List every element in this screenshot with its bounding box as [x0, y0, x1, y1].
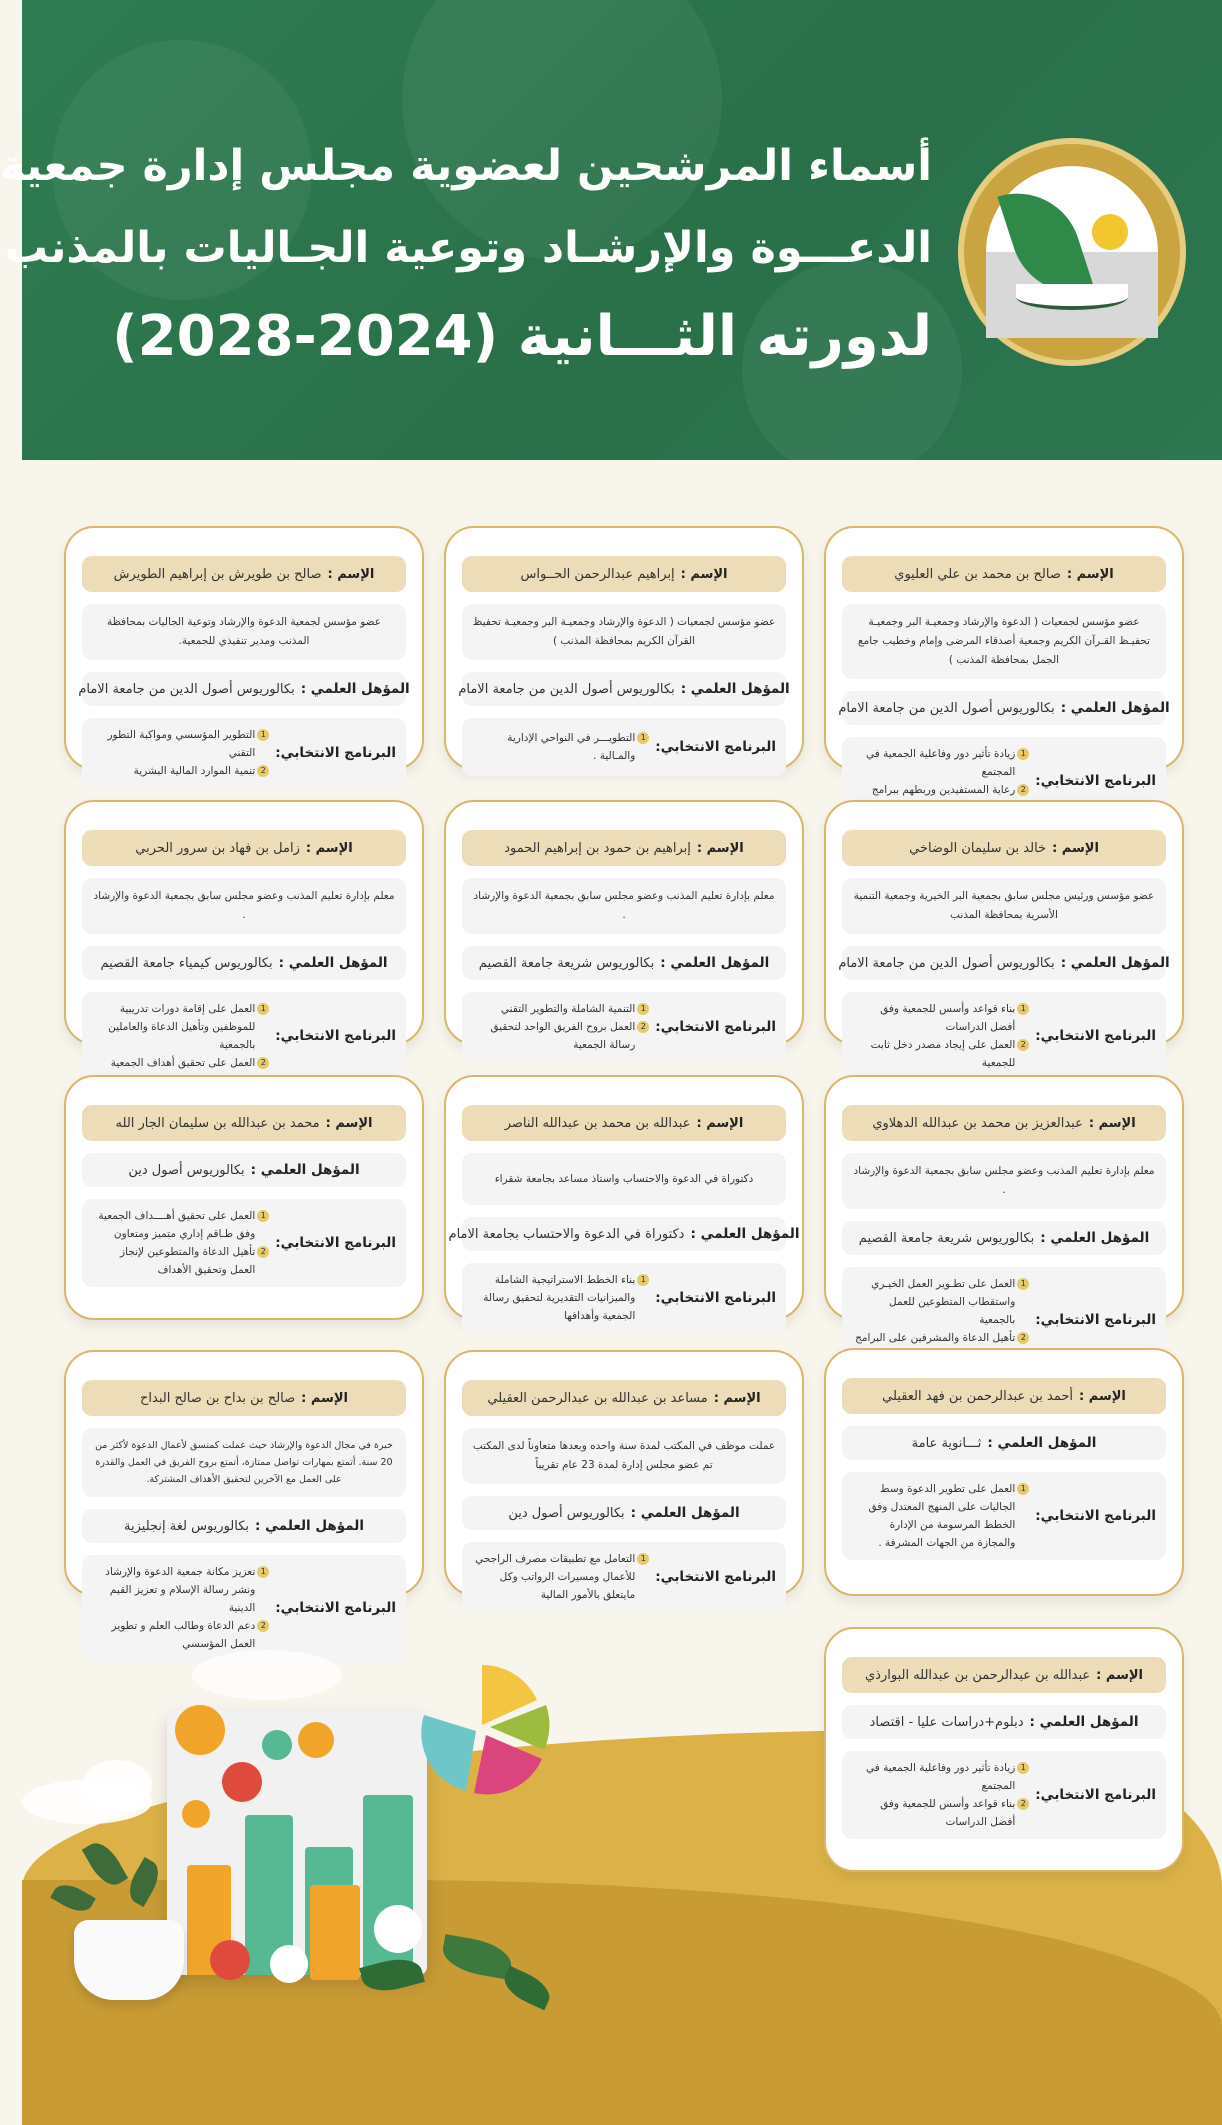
candidate-bio: معلم بإدارة تعليم المذنب وعضو مجلس سابق بجمعية الدعوة والإرشاد .	[82, 878, 406, 934]
program-item-text: العمل على تطـوير العمل الخيـري واستقطاب المتطوعين للعمل بالجمعية	[871, 1278, 1016, 1326]
candidate-card-13	[824, 1627, 1184, 1872]
sun-icon	[1092, 214, 1128, 250]
program-item-text: زيادة تأثير دور وفاعلية الجمعية في المجتمع	[865, 748, 1016, 778]
name-label: الإسم :	[327, 566, 375, 582]
candidate-name	[842, 556, 1166, 592]
candidate-bio: دكتوراة في الدعوة والاحتساب واستاذ مساعد بجامعة شقراء	[462, 1153, 786, 1205]
header-banner	[0, 0, 1222, 460]
program-label: البرنامج الانتخابي:	[1035, 1028, 1156, 1044]
qualification-value: ثـــانوية عامة	[911, 1435, 982, 1451]
name-label: الإسم :	[305, 840, 353, 856]
candidate-qualification	[78, 672, 410, 706]
candidate-card-2	[444, 526, 804, 770]
qualification-label: المؤهل العلمي :	[630, 1505, 740, 1521]
decorative-ball	[222, 1762, 262, 1802]
number-badge-icon: 2	[637, 1021, 649, 1033]
program-item	[472, 729, 649, 765]
program-item	[92, 1054, 269, 1072]
program-item	[472, 1271, 649, 1325]
candidate-card-7	[824, 1075, 1184, 1344]
qualification-label: المؤهل العلمي :	[660, 955, 770, 971]
program-item	[852, 1000, 1029, 1036]
candidate-card-9	[64, 1075, 424, 1320]
candidate-card-1	[824, 526, 1184, 796]
candidate-bio: عضو مؤسس لجمعيات ( الدعوة والإرشاد وجمعيـة البر وجمعيـة تحفيـظ القـرآن الكريم وجمعية أصدقاء المرضى وإمام وخطيب جامع الجمل بمحافظة المذنب )	[842, 604, 1166, 679]
program-item-text: العمل على تطوير الدعوة وسط الجاليات على المنهج المعتدل وفق الخطط المرسومة من الإدارة والمجازة من الجهات المشرفة .	[868, 1483, 1016, 1549]
program-list	[472, 1271, 649, 1325]
decorative-bar	[310, 1885, 360, 1980]
name-label: الإسم :	[680, 566, 728, 582]
program-list	[92, 1000, 269, 1072]
name-label: الإسم :	[696, 840, 744, 856]
qualification-value: دبلوم+دراسات عليا - اقتصاد	[869, 1714, 1024, 1730]
program-item-text: العمل على إيجاد مصدر دخل ثابت للجمعية	[870, 1039, 1016, 1069]
qualification-value: بكالوريوس أصول الدين من جامعة الامام	[458, 681, 675, 697]
candidate-name	[842, 1105, 1166, 1141]
candidate-name	[82, 1380, 406, 1416]
program-item-text: تنمية الموارد المالية البشرية	[133, 765, 256, 777]
program-list	[472, 1550, 649, 1604]
candidate-qualification	[82, 946, 406, 980]
program-item-text: التطوير المؤسسي ومواكبة التطور التقني	[107, 729, 256, 759]
candidate-program	[462, 992, 786, 1062]
name-value: عبدالعزيز بن محمد بن عبدالله الدهلاوي	[872, 1115, 1083, 1131]
decorative-ball	[298, 1722, 334, 1758]
qualification-value: بكالوريوس لغة إنجليزية	[124, 1518, 250, 1534]
name-label: الإسم :	[1088, 1115, 1136, 1131]
candidate-card-6	[64, 800, 424, 1069]
name-value: إبراهيم عبدالرحمن الحــواس	[520, 566, 675, 582]
program-item-text: رعاية المستفيدين وربطهم ببرامج	[871, 784, 1016, 796]
candidate-program	[82, 1555, 406, 1661]
name-value: صالح بن محمد بن علي العليوي	[894, 566, 1061, 582]
qualification-label: المؤهل العلمي :	[1060, 700, 1170, 716]
candidate-bio: عضو مؤسس لجمعية الدعوة والإرشاد وتوعية الجاليات بمحافظة المذنب ومدير تنفيذي للجمعية.	[82, 604, 406, 660]
candidate-bio: معلم بإدارة تعليم المذنب وعضو مجلس سابق بجمعية الدعوة والإرشاد .	[462, 878, 786, 934]
program-item-text: تأهيل الدعاة والمتطوعين لإنجاز العمل وتحقيق الأهداف	[120, 1246, 256, 1276]
candidate-program	[462, 718, 786, 776]
candidate-name	[842, 1378, 1166, 1414]
name-value: زامل بن فهاد بن سرور الحربي	[135, 840, 300, 856]
qualification-value: بكالوريوس أصول الدين من جامعة الامام	[78, 681, 295, 697]
number-badge-icon: 2	[1017, 1332, 1029, 1344]
candidate-qualification	[842, 1705, 1166, 1739]
candidate-card-11	[444, 1350, 804, 1601]
number-badge-icon: 2	[1017, 784, 1029, 796]
candidate-qualification	[462, 946, 786, 980]
number-badge-icon: 2	[257, 1246, 269, 1258]
qualification-label: المؤهل العلمي :	[1029, 1714, 1139, 1730]
candidate-program	[82, 992, 406, 1080]
name-value: عبدالله بن عبدالرحمن بن عبدالله البوارذي	[865, 1667, 1091, 1683]
name-label: الإسم :	[713, 1390, 761, 1406]
program-item	[92, 1207, 269, 1243]
program-item-text: التطويـــر في النواحي الإدارية والمـالية .	[507, 732, 636, 762]
program-list	[472, 1000, 649, 1054]
qualification-value: بكالوريوس أصول الدين من جامعة الامام	[838, 700, 1055, 716]
program-label: البرنامج الانتخابي:	[1035, 1312, 1156, 1328]
program-item	[852, 1480, 1029, 1552]
title-line-3: لدورته الثـــانية (2024-2028)	[112, 304, 932, 369]
program-list	[92, 1563, 269, 1653]
qualification-value: بكالوريوس كيمياء جامعة القصيم	[100, 955, 273, 971]
program-item	[92, 1000, 269, 1054]
decorative-pie-icon	[412, 1655, 562, 1805]
candidate-qualification	[458, 672, 790, 706]
program-item	[852, 745, 1029, 781]
candidate-bio: خبرة في مجال الدعوة والإرشاد حيث عملت كمنسق لأعمال الدعوة لأكثر من 20 سنة. أتمتع بمهارات تواصل ممتازة، أتمتع بروح الفريق في العمل والقدرة على العمل مع الآخرين لتحقيق الأهداف المشتركة.	[82, 1428, 406, 1497]
candidate-bio: معلم بإدارة تعليم المذنب وعضو مجلس سابق بجمعية الدعوة والإرشاد .	[842, 1153, 1166, 1209]
candidate-qualification	[842, 1426, 1166, 1460]
name-label: الإسم :	[1066, 566, 1114, 582]
candidate-name	[842, 830, 1166, 866]
candidate-qualification	[82, 1153, 406, 1187]
number-badge-icon: 1	[257, 1210, 269, 1222]
program-label: البرنامج الانتخابي:	[275, 1028, 396, 1044]
name-value: مساعد بن عبدالله بن عبدالرحمن العقيلي	[487, 1390, 708, 1406]
program-label: البرنامج الانتخابي:	[1035, 1508, 1156, 1524]
program-item	[852, 1036, 1029, 1072]
candidate-card-3	[64, 526, 424, 777]
program-item	[852, 1795, 1029, 1831]
candidate-program	[842, 992, 1166, 1080]
candidate-bio: عضو مؤسس ورئيس مجلس سابق بجمعية البر الخيرية وجمعية التنمية الأسرية بمحافظة المذنب	[842, 878, 1166, 934]
number-badge-icon: 1	[1017, 748, 1029, 760]
qualification-label: المؤهل العلمي :	[1040, 1230, 1150, 1246]
qualification-value: بكالوريوس أصول دين	[508, 1505, 625, 1521]
candidate-program	[82, 1199, 406, 1287]
number-badge-icon: 1	[1017, 1762, 1029, 1774]
candidate-qualification	[842, 1221, 1166, 1255]
program-item-text: تأهيل الدعاة والمشرفين على البرامج	[855, 1332, 1016, 1344]
qualification-label: المؤهل العلمي :	[680, 681, 790, 697]
program-list	[852, 1480, 1029, 1552]
program-label: البرنامج الانتخابي:	[275, 1600, 396, 1616]
qualification-label: المؤهل العلمي :	[250, 1162, 360, 1178]
association-logo	[958, 138, 1186, 366]
cloud-icon	[192, 1650, 342, 1700]
decorative-ball	[210, 1940, 250, 1980]
name-label: الإسم :	[696, 1115, 744, 1131]
decorative-ball	[270, 1945, 308, 1983]
number-badge-icon: 2	[1017, 1039, 1029, 1051]
program-label: البرنامج الانتخابي:	[655, 1290, 776, 1306]
qualification-label: المؤهل العلمي :	[987, 1435, 1097, 1451]
candidate-name	[462, 1380, 786, 1416]
candidate-qualification	[448, 1217, 800, 1251]
candidate-card-4	[824, 800, 1184, 1069]
candidate-card-8	[444, 1075, 804, 1320]
candidate-name	[82, 1105, 406, 1141]
qualification-value: دكتوراة في الدعوة والاحتساب بجامعة الامام	[448, 1226, 685, 1242]
program-item	[472, 1018, 649, 1054]
number-badge-icon: 2	[257, 1620, 269, 1632]
name-value: صالح بن طويرش بن إبراهيم الطويرش	[113, 566, 322, 582]
number-badge-icon: 1	[637, 1553, 649, 1565]
candidate-qualification	[462, 1496, 786, 1530]
title-line-1: أسماء المرشحين لعضوية مجلس إدارة جمعية	[0, 141, 932, 191]
name-value: إبراهيم بن حمود بن إبراهيم الحمود	[504, 840, 691, 856]
program-item-text: العمل على تحقيق أهداف الجمعية	[110, 1057, 256, 1069]
number-badge-icon: 1	[257, 729, 269, 741]
program-list	[852, 1000, 1029, 1072]
page-title	[0, 125, 932, 385]
program-item-text: العمل على إقامة دورات تدريبية للموظفين وتأهيل الدعاة والعاملين بالجمعية	[108, 1003, 256, 1051]
program-item	[92, 762, 269, 780]
number-badge-icon: 1	[1017, 1003, 1029, 1015]
number-badge-icon: 1	[637, 1274, 649, 1286]
program-item	[92, 1617, 269, 1653]
pie-slice	[421, 1715, 476, 1791]
candidate-name	[82, 556, 406, 592]
program-list	[852, 1759, 1029, 1831]
candidate-qualification	[838, 691, 1170, 725]
qualification-value: بكالوريوس شريعة جامعة القصيم	[478, 955, 655, 971]
candidate-name	[82, 830, 406, 866]
candidate-program	[842, 1472, 1166, 1560]
name-value: صالح بن بداح بن صالح البداح	[140, 1390, 296, 1406]
candidate-program	[842, 1751, 1166, 1839]
number-badge-icon: 2	[1017, 1798, 1029, 1810]
qualification-value: بكالوريوس أصول دين	[128, 1162, 245, 1178]
qualification-value: بكالوريوس شريعة جامعة القصيم	[858, 1230, 1035, 1246]
program-item-text: تعزيز مكانة جمعية الدعوة والإرشاد ونشر رسالة الإسلام و تعزيز القيم الدينية	[105, 1566, 256, 1614]
name-label: الإسم :	[1079, 1388, 1126, 1404]
number-badge-icon: 2	[257, 765, 269, 777]
program-label: البرنامج الانتخابي:	[1035, 1787, 1156, 1803]
program-item-text: بناء الخطط الاستراتيجية الشاملة والميزانيات التقديرية لتحقيق رسالة الجمعية وأهدافها	[483, 1274, 636, 1322]
qualification-label: المؤهل العلمي :	[300, 681, 410, 697]
qualification-label: المؤهل العلمي :	[255, 1518, 364, 1534]
decorative-ball	[175, 1705, 225, 1755]
program-item	[92, 1563, 269, 1617]
program-list	[472, 729, 649, 765]
qualification-label: المؤهل العلمي :	[278, 955, 388, 971]
qualification-value: بكالوريوس أصول الدين من جامعة الامام	[838, 955, 1055, 971]
program-item	[92, 1243, 269, 1279]
title-line-2: الدعـــوة والإرشـاد وتوعية الجـاليات بالمذنب	[4, 223, 932, 273]
name-label: الإسم :	[1052, 840, 1099, 856]
program-item-text: التعامل مع تطبيقات مصرف الراجحي للأعمال ومسيرات الرواتب وكل مايتعلق بالأمور المالية	[475, 1553, 636, 1601]
candidate-program	[462, 1263, 786, 1333]
qualification-label: المؤهل العلمي :	[690, 1226, 800, 1242]
name-value: عبدالله بن محمد بن عبدالله الناصر	[504, 1115, 691, 1131]
number-badge-icon: 1	[257, 1003, 269, 1015]
program-item-text: بناء قواعد وأسس للجمعية وفق أفضل الدراسات	[880, 1003, 1016, 1033]
number-badge-icon: 1	[637, 732, 649, 744]
program-label: البرنامج الانتخابي:	[655, 1569, 776, 1585]
book-icon	[1016, 284, 1128, 310]
candidate-bio: عملت موظف في المكتب لمدة سنة واحده وبعدها متعاوناً لدى المكتب تم عضو مجلس إدارة لمدة 23 عام تقريباً	[462, 1428, 786, 1484]
program-item	[852, 1759, 1029, 1795]
program-item	[92, 726, 269, 762]
program-label: البرنامج الانتخابي:	[655, 739, 776, 755]
number-badge-icon: 2	[257, 1057, 269, 1069]
candidate-program	[82, 718, 406, 788]
program-item-text: بناء قواعد وأسس للجمعية وفق أفضل الدراسات	[880, 1798, 1016, 1828]
program-item	[852, 1275, 1029, 1329]
name-label: الإسم :	[1096, 1667, 1143, 1683]
name-label: الإسم :	[325, 1115, 373, 1131]
candidate-name	[462, 830, 786, 866]
name-value: خالد بن سليمان الوضاخي	[909, 840, 1047, 856]
program-item-text: العمل بروح الفريق الواحد لتحقيق رسالة الجمعية	[490, 1021, 636, 1051]
candidate-bio: عضو مؤسس لجمعيات ( الدعوة والإرشاد وجمعيـة البر وجمعيـة تحفيظ القرآن الكريم بمحافظة المذنب )	[462, 604, 786, 660]
program-label: البرنامج الانتخابي:	[1035, 773, 1156, 789]
program-item	[472, 1550, 649, 1604]
name-value: محمد بن عبدالله بن سليمان الجار الله	[115, 1115, 320, 1131]
program-list	[92, 726, 269, 780]
candidate-qualification	[82, 1509, 406, 1543]
name-value: أحمد بن عبدالرحمن بن فهد العقيلي	[882, 1388, 1074, 1404]
program-list	[92, 1207, 269, 1279]
name-label: الإسم :	[301, 1390, 349, 1406]
program-item-text: التنمية الشاملة والتطوير التقني	[500, 1003, 636, 1015]
number-badge-icon: 1	[1017, 1278, 1029, 1290]
candidate-card-10	[824, 1348, 1184, 1596]
candidate-name	[462, 1105, 786, 1141]
decorative-ball	[182, 1800, 210, 1828]
plant-pot	[74, 1920, 184, 2000]
qualification-label: المؤهل العلمي :	[1060, 955, 1170, 971]
cloud-icon	[82, 1760, 152, 1810]
program-label: البرنامج الانتخابي:	[275, 745, 396, 761]
program-item-text: زيادة تأثير دور وفاعلية الجمعية في المجتمع	[865, 1762, 1016, 1792]
logo-inner	[986, 166, 1158, 338]
candidate-qualification	[838, 946, 1170, 980]
candidate-name	[462, 556, 786, 592]
candidate-card-12	[64, 1350, 424, 1650]
candidate-name	[842, 1657, 1166, 1693]
program-item-text: دعم الدعاة وطالب العلم و تطوير العمل المؤسسي	[111, 1620, 256, 1650]
program-item	[472, 1000, 649, 1018]
program-label: البرنامج الانتخابي:	[275, 1235, 396, 1251]
decorative-ball	[262, 1730, 292, 1760]
decorative-ball	[374, 1905, 422, 1953]
candidate-card-5	[444, 800, 804, 1051]
program-label: البرنامج الانتخابي:	[655, 1019, 776, 1035]
number-badge-icon: 1	[637, 1003, 649, 1015]
program-item-text: العمل على تحقيق أهــــداف الجمعية وفق طـاقم إداري متميز ومتعاون	[98, 1210, 256, 1240]
candidate-program	[462, 1542, 786, 1612]
number-badge-icon: 1	[257, 1566, 269, 1578]
number-badge-icon: 1	[1017, 1483, 1029, 1495]
